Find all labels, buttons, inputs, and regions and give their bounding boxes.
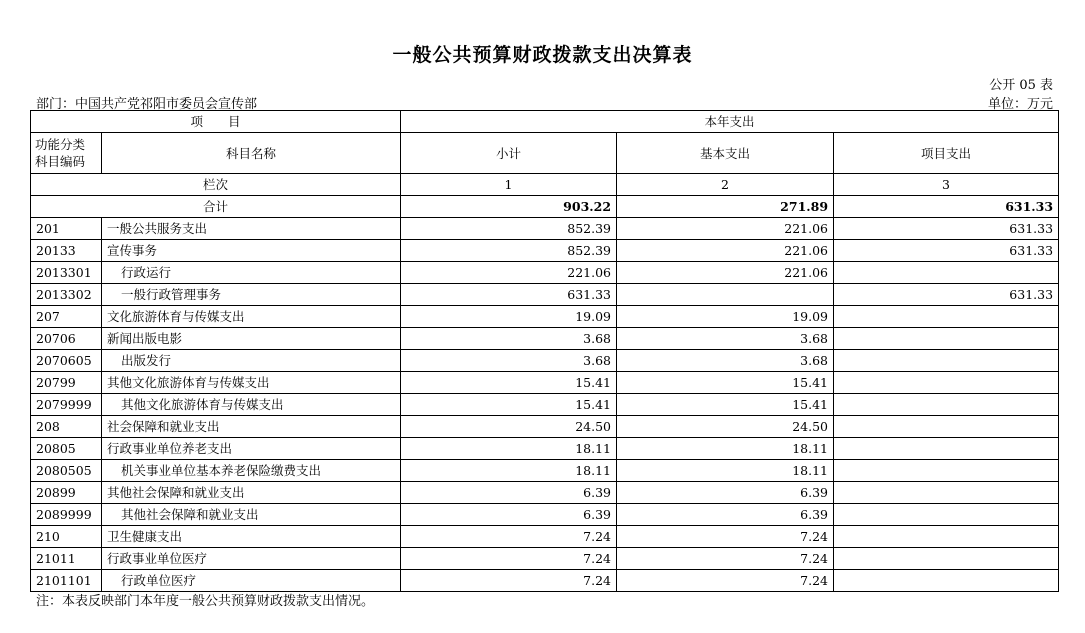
row-subtotal: 7.24 (401, 570, 617, 592)
table-row (31, 570, 1059, 592)
row-subtotal: 7.24 (401, 526, 617, 548)
table-row (31, 306, 1059, 328)
row-subtotal: 221.06 (401, 262, 617, 284)
row-basic: 18.11 (617, 460, 834, 482)
row-code: 2089999 (31, 504, 102, 526)
total-row (31, 196, 1059, 218)
footnote: 注：本表反映部门本年度一般公共预算财政拨款支出情况。 (36, 594, 375, 609)
row-name: 社会保障和就业支出 (102, 416, 401, 438)
row-subtotal: 631.33 (401, 284, 617, 306)
row-code: 20899 (31, 482, 102, 504)
row-name: 其他文化旅游体育与传媒支出 (102, 372, 401, 394)
form-number: 公开 05 表 (989, 78, 1053, 93)
unit-label: 单位：万元 (987, 97, 1053, 112)
name-column-header: 科目名称 (102, 133, 401, 174)
row-basic: 18.11 (617, 438, 834, 460)
row-subtotal: 15.41 (401, 372, 617, 394)
row-project (834, 526, 1059, 548)
row-name: 出版发行 (102, 350, 401, 372)
table-row (31, 438, 1059, 460)
table-row (31, 262, 1059, 284)
table-row (31, 460, 1059, 482)
row-code: 20133 (31, 240, 102, 262)
table-row (31, 372, 1059, 394)
table-row (31, 328, 1059, 350)
code-column-header: 功能分类科目编码 (31, 133, 102, 174)
row-code: 207 (31, 306, 102, 328)
row-project (834, 306, 1059, 328)
table-row (31, 526, 1059, 548)
row-basic: 6.39 (617, 482, 834, 504)
row-subtotal: 18.11 (401, 438, 617, 460)
row-code: 2013302 (31, 284, 102, 306)
row-basic: 15.41 (617, 394, 834, 416)
project-column-header: 项目支出 (834, 133, 1059, 174)
row-basic: 3.68 (617, 328, 834, 350)
row-name: 其他社会保障和就业支出 (102, 504, 401, 526)
row-code: 2070605 (31, 350, 102, 372)
column-number-3: 3 (834, 174, 1059, 196)
row-basic (617, 284, 834, 306)
row-project (834, 372, 1059, 394)
row-basic: 7.24 (617, 570, 834, 592)
row-basic: 7.24 (617, 548, 834, 570)
row-subtotal: 852.39 (401, 240, 617, 262)
row-subtotal: 6.39 (401, 504, 617, 526)
total-subtotal: 903.22 (401, 196, 617, 218)
table-row (31, 504, 1059, 526)
table-row (31, 240, 1059, 262)
row-project (834, 482, 1059, 504)
row-subtotal: 7.24 (401, 548, 617, 570)
row-subtotal: 6.39 (401, 482, 617, 504)
subtotal-column-header: 小计 (401, 133, 617, 174)
row-basic: 221.06 (617, 240, 834, 262)
row-name: 行政事业单位养老支出 (102, 438, 401, 460)
total-project: 631.33 (834, 196, 1059, 218)
row-basic: 221.06 (617, 218, 834, 240)
table-row (31, 394, 1059, 416)
header-row-2 (31, 133, 1059, 174)
total-label: 合计 (31, 196, 401, 218)
row-project (834, 328, 1059, 350)
row-name: 机关事业单位基本养老保险缴费支出 (102, 460, 401, 482)
row-subtotal: 15.41 (401, 394, 617, 416)
row-subtotal: 3.68 (401, 328, 617, 350)
row-basic: 19.09 (617, 306, 834, 328)
row-name: 一般公共服务支出 (102, 218, 401, 240)
row-name: 行政运行 (102, 262, 401, 284)
row-code: 21011 (31, 548, 102, 570)
row-project (834, 394, 1059, 416)
row-subtotal: 852.39 (401, 218, 617, 240)
row-code: 201 (31, 218, 102, 240)
lanci-label: 栏次 (31, 174, 401, 196)
row-basic: 221.06 (617, 262, 834, 284)
row-name: 行政事业单位医疗 (102, 548, 401, 570)
row-project (834, 350, 1059, 372)
row-project: 631.33 (834, 284, 1059, 306)
row-project (834, 438, 1059, 460)
row-project: 631.33 (834, 218, 1059, 240)
table-row (31, 218, 1059, 240)
table-row (31, 284, 1059, 306)
row-basic: 15.41 (617, 372, 834, 394)
row-name: 卫生健康支出 (102, 526, 401, 548)
column-number-row (31, 174, 1059, 196)
department-label: 部门：中国共产党祁阳市委员会宣传部 (36, 97, 258, 112)
row-name: 其他文化旅游体育与传媒支出 (102, 394, 401, 416)
row-project (834, 570, 1059, 592)
row-basic: 3.68 (617, 350, 834, 372)
row-code: 2079999 (31, 394, 102, 416)
row-subtotal: 24.50 (401, 416, 617, 438)
row-code: 208 (31, 416, 102, 438)
row-code: 20805 (31, 438, 102, 460)
row-name: 文化旅游体育与传媒支出 (102, 306, 401, 328)
column-number-1: 1 (401, 174, 617, 196)
row-project (834, 504, 1059, 526)
row-code: 210 (31, 526, 102, 548)
table-row (31, 482, 1059, 504)
row-code: 20706 (31, 328, 102, 350)
row-name: 其他社会保障和就业支出 (102, 482, 401, 504)
row-project: 631.33 (834, 240, 1059, 262)
table-row (31, 350, 1059, 372)
row-basic: 24.50 (617, 416, 834, 438)
row-project (834, 548, 1059, 570)
row-code: 2013301 (31, 262, 102, 284)
row-code: 2080505 (31, 460, 102, 482)
header-row-1 (31, 111, 1059, 133)
row-subtotal: 19.09 (401, 306, 617, 328)
page-title: 一般公共预算财政拨款支出决算表 (392, 44, 693, 66)
basic-column-header: 基本支出 (617, 133, 834, 174)
row-name: 一般行政管理事务 (102, 284, 401, 306)
table-row (31, 548, 1059, 570)
row-basic: 7.24 (617, 526, 834, 548)
item-header: 项 目 (31, 111, 401, 133)
row-subtotal: 3.68 (401, 350, 617, 372)
row-name: 行政单位医疗 (102, 570, 401, 592)
row-code: 2101101 (31, 570, 102, 592)
row-basic: 6.39 (617, 504, 834, 526)
row-project (834, 416, 1059, 438)
expense-table (30, 110, 1059, 592)
row-project (834, 262, 1059, 284)
row-name: 新闻出版电影 (102, 328, 401, 350)
total-basic: 271.89 (617, 196, 834, 218)
row-name: 宣传事务 (102, 240, 401, 262)
current-year-expense-header: 本年支出 (401, 111, 1059, 133)
row-project (834, 460, 1059, 482)
row-subtotal: 18.11 (401, 460, 617, 482)
table-row (31, 416, 1059, 438)
row-code: 20799 (31, 372, 102, 394)
column-number-2: 2 (617, 174, 834, 196)
